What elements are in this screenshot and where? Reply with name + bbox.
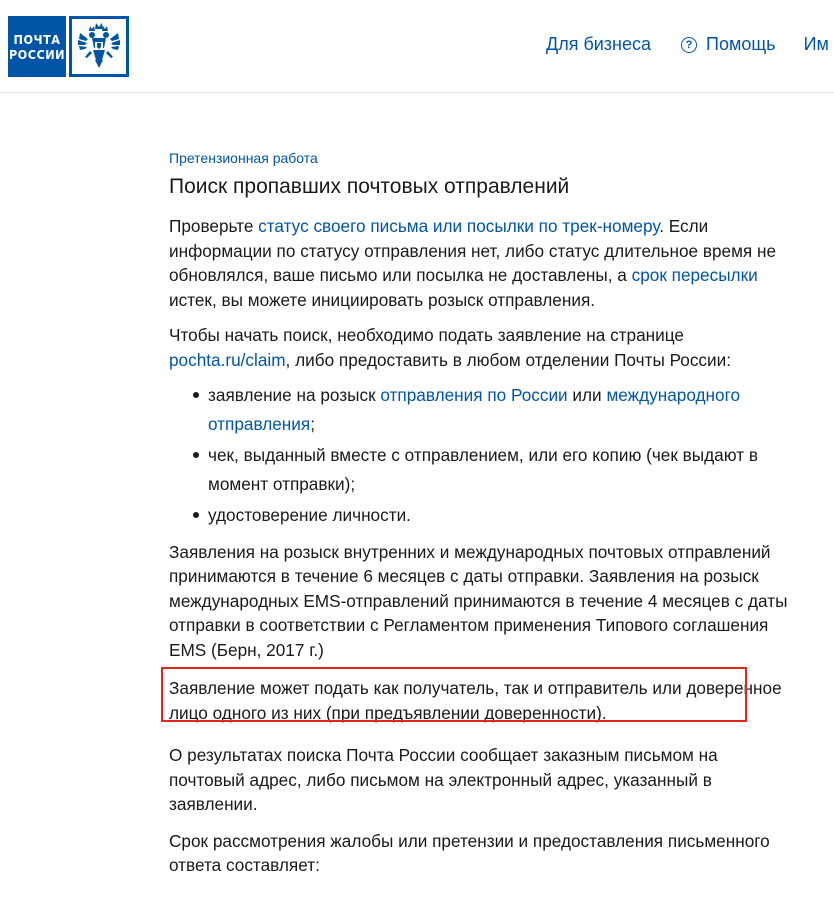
who-can-apply-paragraph: Заявление может подать как получатель, так и отправитель или доверенное лицо одного из них (при предъявлении доверенности).: [169, 678, 782, 723]
international-shipment-link[interactable]: международного отправления: [208, 385, 741, 434]
nav-help-link[interactable]: [681, 34, 776, 55]
claim-text-1: Чтобы начать поиск, необходимо подать заявление на странице: [169, 325, 684, 345]
list-item-1-text-2: или: [567, 385, 607, 405]
nav-more-link[interactable]: Им: [803, 34, 829, 54]
breadcrumb[interactable]: Претензионная работа: [169, 150, 318, 166]
intro-text-3: истек, вы можете инициировать розыск отправления.: [169, 289, 596, 310]
top-nav: [546, 34, 829, 55]
claim-page-link[interactable]: pochta.ru/claim: [169, 349, 286, 370]
site-header: [0, 0, 834, 93]
claim-text-2: , либо предоставить в любом отделении Почты России:: [285, 349, 732, 370]
nav-business-link[interactable]: Для бизнеса: [546, 34, 652, 54]
nav-help-label: Помощь: [706, 34, 776, 54]
list-item-1-text-3: ;: [310, 413, 315, 434]
logo-line2: РОССИИ: [8, 46, 66, 62]
track-status-link[interactable]: статус своего письма или посылки по трек-номеру: [258, 216, 660, 236]
logo-wordmark: [8, 16, 66, 77]
list-item-3-text: удостоверение личности.: [208, 505, 411, 525]
list-item-1-text-1: заявление на розыск: [208, 385, 381, 405]
list-item: [169, 441, 789, 498]
intro-text-1: Проверьте: [169, 216, 259, 236]
article-content: [169, 150, 789, 878]
search-results-paragraph: О результатах поиска Почта России сообщает заказным письмом на почтовый адрес, либо письмом на электронный адрес, указанный в заявлении.: [169, 745, 718, 814]
eagle-emblem-icon: [69, 16, 129, 77]
list-item: [169, 381, 789, 438]
required-documents-list: [169, 381, 789, 530]
intro-text-2: . Если информации по статусу отправления нет, либо статус длительное время не обновлялся, ваше письмо или посылка не доставлены, а: [169, 216, 777, 285]
delivery-time-link[interactable]: срок пересылки: [631, 265, 758, 285]
list-item-2-text: чек, выданный вместе с отправлением, или его копию (чек выдают в момент отправки);: [208, 445, 759, 494]
list-item: [169, 501, 789, 530]
claim-paragraph: [169, 323, 789, 372]
intro-paragraph: [169, 214, 789, 312]
response-time-paragraph: Срок рассмотрения жалобы или претензии и предоставления письменного ответа составляет:: [169, 830, 770, 875]
pochta-logo[interactable]: [8, 16, 129, 77]
claim-deadlines-paragraph: Заявления на розыск внутренних и международных почтовых отправлений принимаются в течение 6 месяцев с даты отправки. Заявления на розыск международных EMS-отправлений принимаются в течение 4 месяцев с даты отправки в соответствии с Регламентом применения Типового соглашения EMS (Берн, 2017 г.): [169, 541, 788, 660]
page-title: Поиск пропавших почтовых отправлений: [169, 175, 570, 198]
highlighted-notice: [169, 676, 789, 725]
question-circle-icon: ?: [681, 37, 697, 53]
domestic-shipment-link[interactable]: отправления по России: [380, 385, 568, 405]
highlight-frame: [161, 667, 747, 722]
logo-line1: ПОЧТА: [13, 31, 61, 47]
